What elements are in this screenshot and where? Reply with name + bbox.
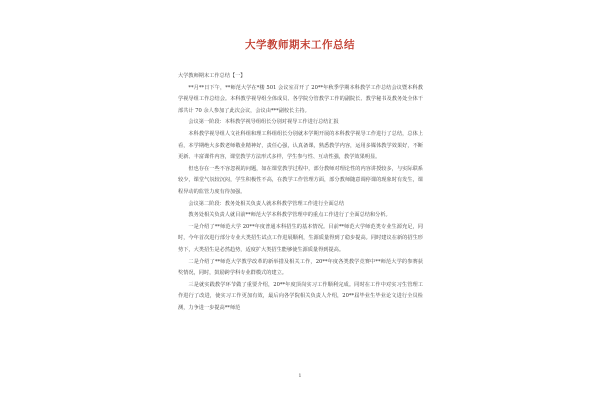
document-title: 大学教师期末工作总结 bbox=[245, 39, 355, 51]
paragraph: 三是就实践教学环节做了重要介绍，20**年度顶岗实习工作顺利完成。同时在工作中对实习生管理工作进行了改进，使实习工作更加有效，最后向各学院相关负责人介绍，20**届毕业生毕业论文进行全员检测，力争进一步提高**师范 bbox=[178, 281, 423, 311]
paragraph: **月**日下午，**师范大学在*楼 501 会议室召开了 20**年秋季学期本科教学工作总结会议暨本科教学视导组工作总结会。本科教学视导组全体成员、各学院分管教学工作的副院长、教学秘书及教务处全体干部共计 70 余人参加了此次会议，会议由***副校长主持。 bbox=[178, 84, 423, 114]
document-body bbox=[178, 71, 423, 314]
paragraph: 但也存在一些不容忽视的问题，如在课堂教学过程中，部分教师对理论性的内容讲授较多，与实际联系较少，课堂气氛较沉闷，学生积极性不高，在教学工作管理方面，部分教师随意调停课的现象时有发生，课程异动的监管力度有待加强。 bbox=[178, 165, 423, 195]
paragraph: 会议第一阶段：本科教学视导组组长分别对视导工作进行总结汇报 bbox=[188, 119, 339, 126]
page-number: 1 bbox=[298, 373, 302, 379]
paragraph: 会议第二阶段：教务处相关负责人就本科教学管理工作进行全面总结 bbox=[188, 200, 345, 207]
paragraph: 大学教师期末工作总结【一】 bbox=[178, 73, 246, 79]
paragraph: 一是介绍了**师范大学 20**年度普通本科招生的基本情况。目前**师范大学师范类专业生源充足，同时，今年首次进行部分专业大类招生试点工作进展顺利，生源质量得到了稳步提高。同时建议在新的招生形势下，大类招生是必然趋势，适度扩大类招生能够使生源质量得到提高。 bbox=[178, 223, 423, 253]
paragraph: 二是介绍了**师范大学教学改革的新举措及相关工作，20**年度各类教学竞赛中**师范大学的参赛获奖情况，同时，鼓励跨学科专业群模式的建立。 bbox=[178, 258, 423, 277]
paragraph: 教务处相关负责人就目前**师范大学本科教学管理中的重点工作进行了全面总结和分析。 bbox=[188, 212, 391, 219]
paragraph: 本科教学视导组人文社科组和理工科组组长分别就本学期开展的本科教学视导工作进行了总结，总体上看，本学期绝大多数老师敬业精神好，责任心强，认真备课，熟悉教学内容，运用多媒体教学效果好，不断更新、丰富课件内容，课堂教学方法形式多样，学生参与性、互动性强，教学效果明显。 bbox=[178, 130, 423, 161]
